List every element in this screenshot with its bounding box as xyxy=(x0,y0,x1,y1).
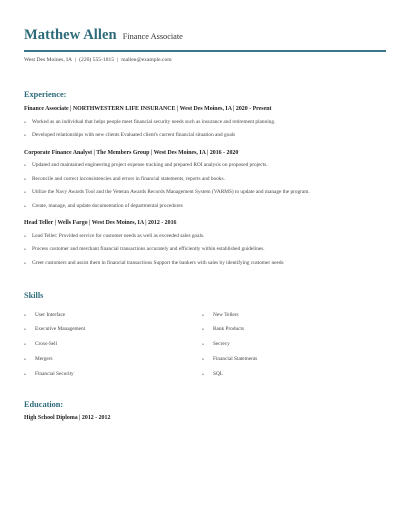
education-heading: Education: xyxy=(24,399,64,409)
candidate-role: Finance Associate xyxy=(122,32,183,41)
education-entry: High School Diploma | 2012 - 2012 xyxy=(24,414,111,421)
skill-item: • Bank Products xyxy=(202,327,380,333)
skill-item: • Secrecy xyxy=(202,342,380,348)
contact-line xyxy=(24,57,386,63)
resume-page xyxy=(24,0,386,421)
skill-item: • Financial Statements xyxy=(202,357,380,363)
job-entry xyxy=(24,106,386,139)
contact-separator: | xyxy=(75,57,77,63)
skills-heading: Skills xyxy=(24,290,44,300)
job-bullet: • Greet customers and assist them in financial transactions Support the bankers with sales by identifying customer needs xyxy=(24,261,386,267)
job-bullets xyxy=(24,234,386,267)
job-entry xyxy=(24,150,386,210)
job-entry xyxy=(24,220,386,266)
job-bullet: • Utilize the Navy Awards Tool and the Veteran Awards Records Management System (VARMS) to update and manage the program. xyxy=(24,190,386,196)
contact-phone: (220) 555-1815 xyxy=(79,57,115,63)
skill-item: • Financial Security xyxy=(24,372,202,378)
contact-email: mallen@example.com xyxy=(121,57,172,63)
skills-list xyxy=(24,304,386,378)
skill-item: • SQL xyxy=(202,372,380,378)
job-bullet: • Reconcile and correct inconsistencies and errors in financial statements, reports and books. xyxy=(24,177,386,183)
job-heading: Head Teller | Wells Fargo | West Des Moines, IA | 2012 - 2016 xyxy=(24,220,177,227)
skill-item: • User Interface xyxy=(24,313,202,319)
skill-item: • Mergers xyxy=(24,357,202,363)
job-bullet: • Updated and maintained engineering project expense tracking and prepared ROI analysis on proposed projects. xyxy=(24,163,386,169)
experience-heading: Experience: xyxy=(24,90,67,99)
skill-item: • Executive Management xyxy=(24,327,202,333)
job-bullets xyxy=(24,120,386,139)
contact-location: West Des Moines, IA xyxy=(24,57,73,63)
job-bullet: • Developed relationships with new clients Evaluated client's current financial situation and goals xyxy=(24,133,386,139)
job-heading: Finance Associate | NORTHWESTERN LIFE INSURANCE | West Des Moines, IA | 2020 - Present xyxy=(24,106,272,112)
skill-item: • New Tellers xyxy=(202,313,380,319)
job-heading: Corporate Finance Analyst | The Members Group | West Des Moines, IA | 2016 - 2020 xyxy=(24,149,239,156)
job-bullet: • Create, manage, and update documentation of departmental procedures xyxy=(24,204,386,210)
job-bullet: • Process customer and merchant financial transactions accurately and efficiently within established guidelines. xyxy=(24,247,386,253)
skill-item: • Cross-Sell xyxy=(24,342,202,348)
header-divider xyxy=(24,50,386,52)
job-bullet: • Worked as an individual that helps people meet financial security needs such as insurance and retirement planning. xyxy=(24,120,386,126)
contact-separator: | xyxy=(117,57,119,63)
resume-header xyxy=(24,27,386,44)
job-bullets xyxy=(24,163,386,209)
candidate-name: Matthew Allen xyxy=(24,27,117,43)
job-bullet: • Lead Teller: Provided service for customer needs as well as exceeded sales goals. xyxy=(24,234,386,240)
